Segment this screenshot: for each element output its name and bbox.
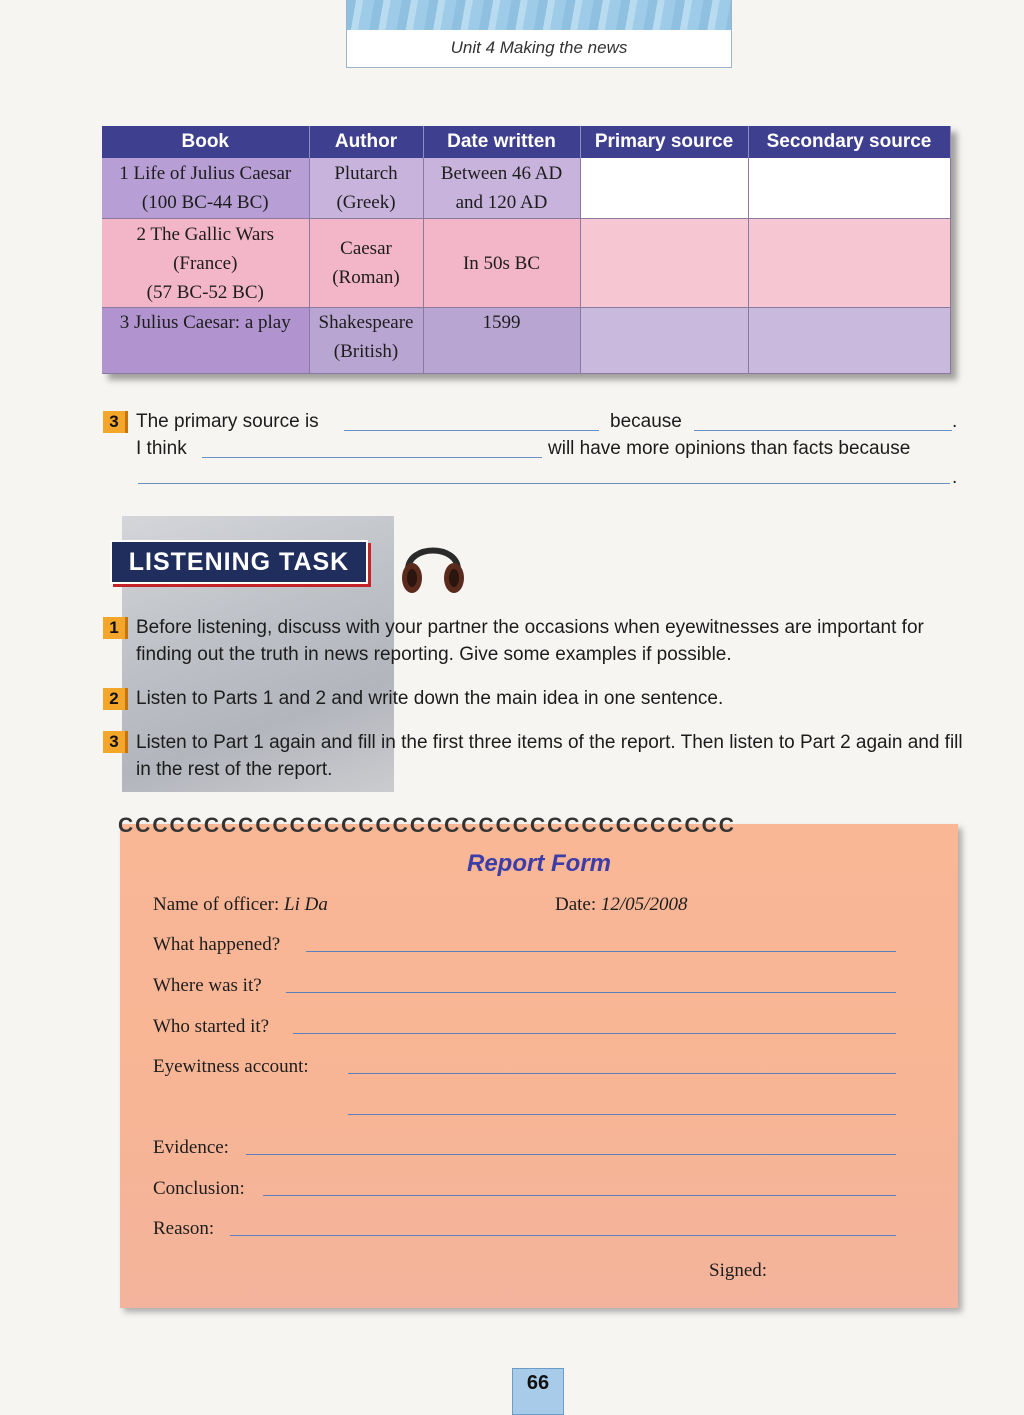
primary-source-cell[interactable] <box>580 218 748 308</box>
task-number-badge: 1 <box>103 617 128 639</box>
book-title: 2 The Gallic Wars <box>136 223 275 245</box>
because-word: because <box>610 411 682 432</box>
blank-opinions-reason[interactable] <box>138 483 950 484</box>
primary-source-cell[interactable] <box>580 158 748 218</box>
primary-source-cell[interactable] <box>580 308 748 374</box>
table-header-row <box>102 126 950 158</box>
task-number-badge: 2 <box>103 688 128 710</box>
date-value: 12/05/2008 <box>600 894 688 915</box>
author-nationality: (Roman) <box>332 267 400 289</box>
header-author: Author <box>309 126 423 158</box>
reason-label: Reason: <box>153 1218 215 1239</box>
sentence-text: The primary source is <box>136 411 319 432</box>
evidence-input[interactable] <box>246 1154 896 1155</box>
source-table <box>102 126 951 374</box>
book-cell <box>102 308 309 374</box>
book-title: 3 Julius Caesar: a play <box>119 312 291 334</box>
headphones-icon <box>398 534 468 596</box>
who-started-label: Who started it? <box>153 1016 270 1037</box>
book-cell <box>102 218 309 308</box>
book-period: (100 BC-44 BC) <box>141 191 269 213</box>
eyewitness-input-line-2[interactable] <box>348 1114 896 1115</box>
book-period: (57 BC-52 BC) <box>146 281 264 303</box>
unit-banner <box>346 0 732 68</box>
conclusion-label: Conclusion: <box>153 1178 245 1199</box>
reason-input[interactable] <box>230 1235 896 1236</box>
blank-book-choice[interactable] <box>202 457 542 458</box>
sentence-end-period: . <box>952 467 958 488</box>
officer-value: Li Da <box>284 894 328 915</box>
listening-task-3: Listen to Part 1 again and fill in the first three items of the report. Then listen to Part 2 again and fill in the rest of the report. <box>136 732 963 780</box>
eyewitness-label: Eyewitness account: <box>153 1056 309 1077</box>
date-cell <box>423 218 580 308</box>
date-cell <box>423 158 580 218</box>
author-cell <box>309 218 423 308</box>
spiral-binding: CCCCCCCCCCCCCCCCCCCCCCCCCCCCCCCCCCCC <box>118 814 736 837</box>
task-number-badge: 3 <box>103 411 128 433</box>
author-cell <box>309 158 423 218</box>
header-secondary: Secondary source <box>748 126 950 158</box>
author-nationality: (Greek) <box>336 191 396 213</box>
book-cell <box>102 158 309 218</box>
sentence-period: . <box>952 411 958 432</box>
listening-task-2: Listen to Parts 1 and 2 and write down the main idea in one sentence. <box>136 688 724 709</box>
what-happened-label: What happened? <box>153 934 281 955</box>
secondary-source-cell[interactable] <box>748 158 950 218</box>
opinions-text: will have more opinions than facts because <box>548 438 911 459</box>
where-label: Where was it? <box>153 975 262 996</box>
author-name: Plutarch <box>334 162 398 184</box>
header-date: Date written <box>423 126 580 158</box>
sea-illustration <box>347 0 731 30</box>
what-happened-input[interactable] <box>306 951 896 952</box>
listening-task-1: Before listening, discuss with your partner the occasions when eyewitnesses are important for finding out the truth in news reporting. Give some examples if possible. <box>136 617 924 665</box>
task-number-badge: 3 <box>103 731 128 753</box>
date-line: 1599 <box>482 312 521 334</box>
header-primary: Primary source <box>580 126 748 158</box>
date-line: Between 46 AD <box>440 162 563 184</box>
author-name: Shakespeare <box>318 312 414 334</box>
conclusion-input[interactable] <box>263 1195 896 1196</box>
officer-field <box>153 894 328 916</box>
listening-task-banner: LISTENING TASK <box>110 540 368 584</box>
blank-because-reason[interactable] <box>694 430 952 431</box>
who-started-input[interactable] <box>293 1033 896 1034</box>
blank-primary-source[interactable] <box>344 430 599 431</box>
date-cell <box>423 308 580 374</box>
where-input[interactable] <box>286 992 896 993</box>
author-name: Caesar <box>340 238 392 260</box>
unit-title: Unit 4 Making the news <box>450 38 628 57</box>
table-row <box>102 158 950 218</box>
book-title: 1 Life of Julius Caesar <box>119 162 292 184</box>
book-place: (France) <box>173 252 238 274</box>
author-nationality: (British) <box>333 341 399 363</box>
page-number: 66 <box>512 1368 564 1415</box>
sentence-text: I think <box>136 438 187 459</box>
table-row <box>102 218 950 308</box>
date-line: and 120 AD <box>455 191 548 213</box>
secondary-source-cell[interactable] <box>748 308 950 374</box>
table-row <box>102 308 950 374</box>
report-form-title: Report Form <box>467 850 611 877</box>
eyewitness-input[interactable] <box>348 1073 896 1074</box>
signed-label: Signed: <box>709 1260 768 1281</box>
author-cell <box>309 308 423 374</box>
secondary-source-cell[interactable] <box>748 218 950 308</box>
report-form <box>120 824 958 1308</box>
date-field <box>555 894 687 916</box>
evidence-label: Evidence: <box>153 1137 229 1158</box>
date-label: Date: <box>555 894 597 915</box>
header-book: Book <box>102 126 309 158</box>
date-line: In 50s BC <box>462 252 541 274</box>
officer-label: Name of officer: <box>153 894 280 915</box>
